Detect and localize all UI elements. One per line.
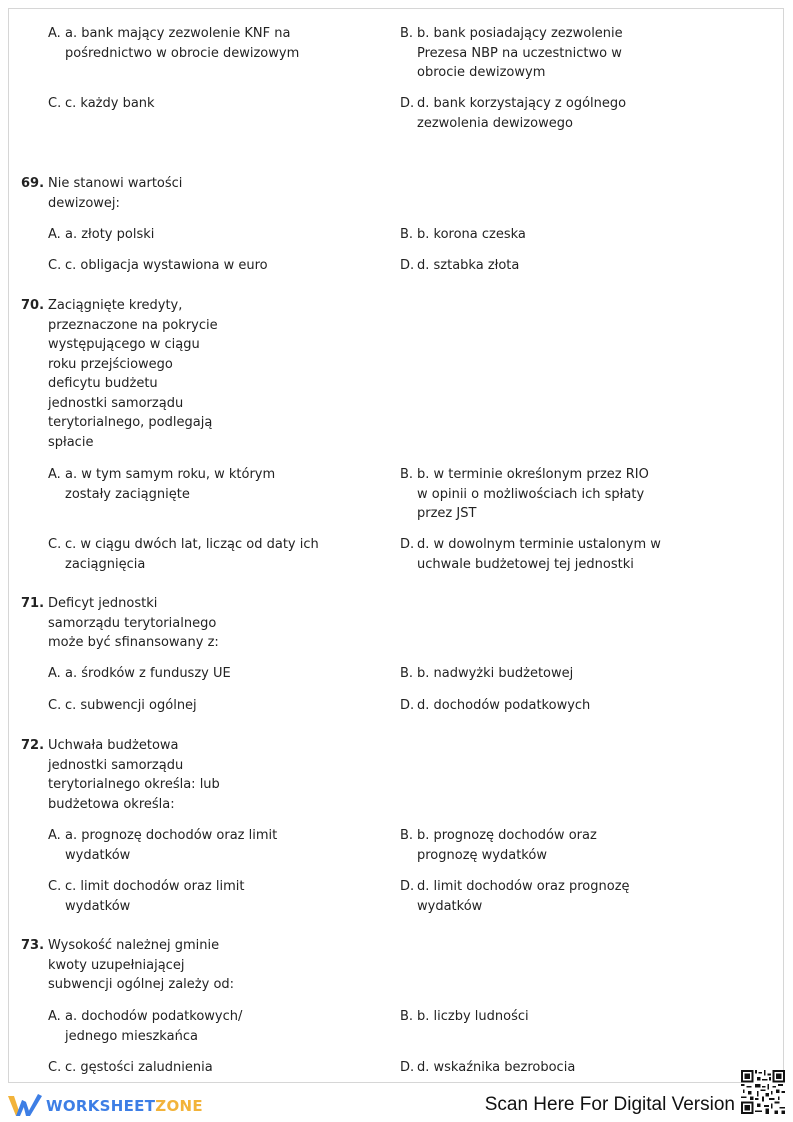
option-text: c. limit dochodów oraz limit wydatków	[65, 879, 245, 914]
option-letter: A.	[48, 227, 61, 242]
option-letter: D.	[400, 537, 415, 552]
option-text: c. w ciągu dwóch lat, licząc od daty ich zaciągnięcia	[65, 537, 319, 572]
question-text: Uchwała budżetowa jednostki samorządu terytorialnego określa: lub budżetowa określa:	[48, 738, 220, 812]
logo-text-zone: ZONE	[155, 1097, 203, 1115]
worksheetzone-logo-icon	[8, 1094, 42, 1118]
option-text: b. korona czeska	[417, 227, 526, 242]
option-text: b. bank posiadający zezwolenie Prezesa NBP na uczestnictwo w obrocie dewizowym	[417, 26, 623, 80]
option-d[interactable]	[400, 535, 677, 574]
question-number: 73.	[21, 938, 45, 953]
option-text: a. w tym samym roku, w którym zostały zaciągnięte	[65, 467, 276, 502]
option-text: d. dochodów podatkowych	[417, 698, 591, 713]
question-text: Zaciągnięte kredyty, przeznaczone na pokrycie występującego w ciągu roku przejściowego deficytu budżetu jednostki samorządu terytorialnego, podlegają spłacie	[48, 298, 218, 450]
qr-code-icon[interactable]	[741, 1070, 785, 1114]
option-c[interactable]	[48, 1058, 315, 1078]
option-text: d. w dowolnym terminie ustalonym w uchwale budżetowej tej jednostki	[417, 537, 661, 572]
option-a[interactable]	[48, 664, 315, 684]
option-b[interactable]	[400, 1007, 667, 1027]
question-text: Nie stanowi wartości dewizowej:	[48, 176, 183, 211]
option-c[interactable]	[48, 94, 315, 114]
question-number: 69.	[21, 176, 45, 191]
option-a[interactable]	[48, 826, 280, 865]
question-text: Deficyt jednostki samorządu terytorialnego może być sfinansowany z:	[48, 596, 219, 650]
option-letter: C.	[48, 96, 62, 111]
option-text: b. liczby ludności	[417, 1009, 529, 1024]
option-text: a. dochodów podatkowych/ jednego mieszkańca	[65, 1009, 243, 1044]
option-b[interactable]	[400, 826, 632, 865]
option-text: b. w terminie określonym przez RIO w opinii o możliwościach ich spłaty przez JST	[417, 467, 649, 521]
option-text: a. złoty polski	[65, 227, 155, 242]
option-letter: B.	[400, 26, 414, 41]
worksheetzone-logo-text	[46, 1097, 203, 1115]
option-a[interactable]	[48, 24, 315, 63]
option-c[interactable]	[48, 535, 325, 574]
option-text: b. prognozę dochodów oraz prognozę wydatków	[417, 828, 597, 863]
option-letter: D.	[400, 879, 415, 894]
logo-text-worksheet: WORKSHEET	[46, 1097, 156, 1115]
option-text: b. nadwyżki budżetowej	[417, 666, 574, 681]
option-letter: B.	[400, 227, 414, 242]
question-number: 72.	[21, 738, 45, 753]
option-b[interactable]	[400, 24, 642, 83]
option-b[interactable]	[400, 465, 652, 524]
option-d[interactable]	[400, 877, 647, 916]
option-letter: C.	[48, 698, 62, 713]
option-letter: D.	[400, 258, 415, 273]
option-d[interactable]	[400, 94, 639, 133]
question-text: Wysokość należnej gminie kwoty uzupełniającej subwencji ogólnej zależy od:	[48, 938, 235, 992]
option-letter: A.	[48, 666, 61, 681]
option-text: c. obligacja wystawiona w euro	[65, 258, 268, 273]
option-letter: B.	[400, 1009, 414, 1024]
option-text: d. bank korzystający z ogólnego zezwolenia dewizowego	[417, 96, 627, 131]
option-letter: D.	[400, 96, 415, 111]
option-letter: D.	[400, 698, 415, 713]
option-b[interactable]	[400, 225, 667, 245]
option-a[interactable]	[48, 1007, 280, 1046]
option-letter: A.	[48, 26, 61, 41]
option-b[interactable]	[400, 664, 667, 684]
option-letter: A.	[48, 467, 61, 482]
option-text: a. środków z funduszy UE	[65, 666, 231, 681]
question-number: 71.	[21, 596, 45, 611]
option-letter: B.	[400, 467, 414, 482]
question-number: 70.	[21, 298, 45, 313]
option-text: c. subwencji ogólnej	[65, 698, 197, 713]
option-letter: C.	[48, 537, 62, 552]
option-letter: B.	[400, 666, 414, 681]
option-text: d. sztabka złota	[417, 258, 520, 273]
option-text: a. prognozę dochodów oraz limit wydatków	[65, 828, 278, 863]
option-text: d. wskaźnika bezrobocia	[417, 1060, 576, 1075]
option-text: d. limit dochodów oraz prognozę wydatków	[417, 879, 630, 914]
worksheetzone-logo[interactable]	[8, 1093, 203, 1119]
option-c[interactable]	[48, 256, 315, 276]
option-letter: B.	[400, 828, 414, 843]
option-letter: A.	[48, 1009, 61, 1024]
option-text: a. bank mający zezwolenie KNF na pośrednictwo w obrocie dewizowym	[65, 26, 300, 61]
option-text: c. gęstości zaludnienia	[65, 1060, 213, 1075]
option-a[interactable]	[48, 465, 315, 504]
option-c[interactable]	[48, 877, 280, 916]
scan-instruction: Scan Here For Digital Version	[484, 1094, 735, 1115]
option-d[interactable]	[400, 1058, 667, 1078]
option-d[interactable]	[400, 256, 667, 276]
option-letter: A.	[48, 828, 61, 843]
option-a[interactable]	[48, 225, 315, 245]
option-letter: D.	[400, 1060, 415, 1075]
option-d[interactable]	[400, 696, 667, 716]
option-letter: C.	[48, 258, 62, 273]
option-letter: C.	[48, 879, 62, 894]
option-letter: C.	[48, 1060, 62, 1075]
option-text: c. każdy bank	[65, 96, 155, 111]
option-c[interactable]	[48, 696, 315, 716]
